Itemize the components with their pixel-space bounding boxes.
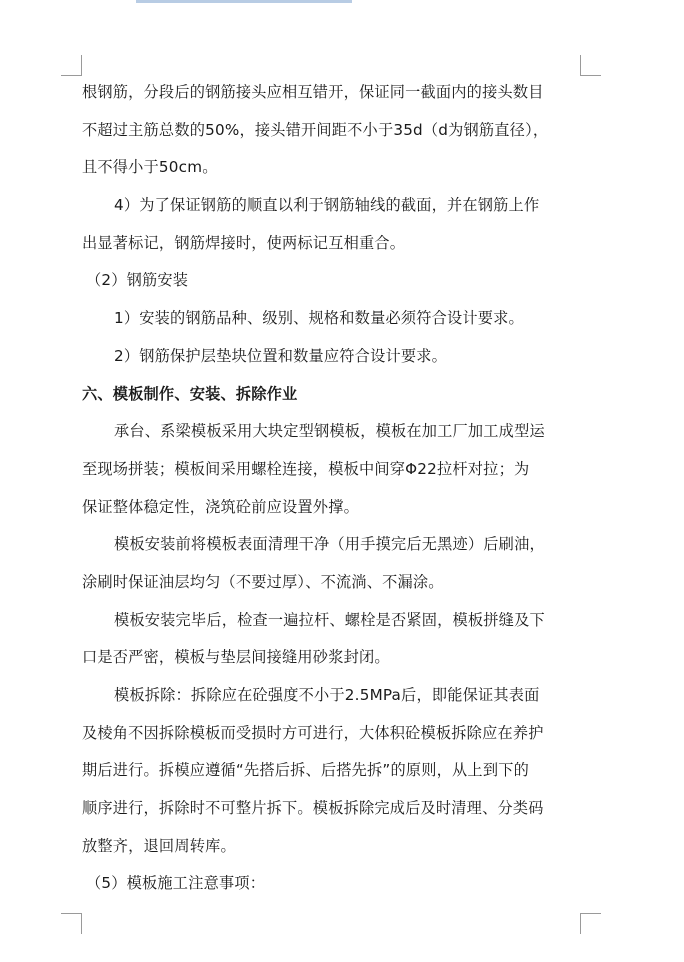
paragraph-line: 至现场拼装；模板间采用螺栓连接，模板中间穿Φ22拉杆对拉；为 [82,459,530,478]
page-margin-corner-top-left [61,55,82,76]
paragraph-line: 放整齐，退回周转库。 [82,836,236,855]
page-margin-corner-bottom-right [580,913,601,934]
list-item-line: 1）安装的钢筋品种、级别、规格和数量必须符合设计要求。 [114,309,524,328]
paragraph-line: 顺序进行，拆除时不可整片拆下。模板拆除完成后及时清理、分类码 [82,799,544,818]
subsection-heading: （5）模板施工注意事项： [86,874,266,893]
page-margin-corner-bottom-left [61,913,82,934]
paragraph-line: 涂刷时保证油层均匀（不要过厚）、不流淌、不漏涂。 [82,572,444,591]
paragraph-line: 保证整体稳定性，浇筑砼前应设置外撑。 [82,497,359,516]
subsection-heading: （2）钢筋安装 [86,271,189,290]
paragraph-line: 及棱角不因拆除模板而受损时方可进行，大体积砼模板拆除应在养护 [82,723,544,742]
paragraph-line: 模板安装完毕后，检查一遍拉杆、螺栓是否紧固，模板拼缝及下 [114,610,545,629]
page-margin-corner-top-right [580,55,601,76]
document-body [82,74,582,903]
top-accent-bar [136,0,352,3]
paragraph-line: 承台、系梁模板采用大块定型钢模板，模板在加工厂加工成型运 [114,422,545,441]
list-item-line: 2）钢筋保护层垫块位置和数量应符合设计要求。 [114,346,448,365]
paragraph-line: 不超过主筋总数的50%，接头错开间距不小于35d（d为钢筋直径）， [82,120,549,139]
list-item-line: 4）为了保证钢筋的顺直以利于钢筋轴线的截面，并在钢筋上作 [114,196,540,215]
paragraph-line: 根钢筋，分段后的钢筋接头应相互错开，保证同一截面内的接头数目 [82,83,544,101]
paragraph-line: 模板安装前将模板表面清理干净（用手摸完后无黑迹）后刷油， [114,535,545,554]
paragraph-line: 出显著标记，钢筋焊接时，使两标记互相重合。 [82,233,406,252]
paragraph-line: 期后进行。拆模应遵循“先搭后拆、后搭先拆”的原则，从上到下的 [82,761,529,780]
paragraph-line: 模板拆除：拆除应在砼强度不小于2.5MPa后，即能保证其表面 [114,686,540,704]
section-heading: 六、模板制作、安装、拆除作业 [82,384,298,403]
paragraph-line: 口是否严密，模板与垫层间接缝用砂浆封闭。 [82,648,390,667]
paragraph-line: 且不得小于50cm。 [82,158,218,177]
